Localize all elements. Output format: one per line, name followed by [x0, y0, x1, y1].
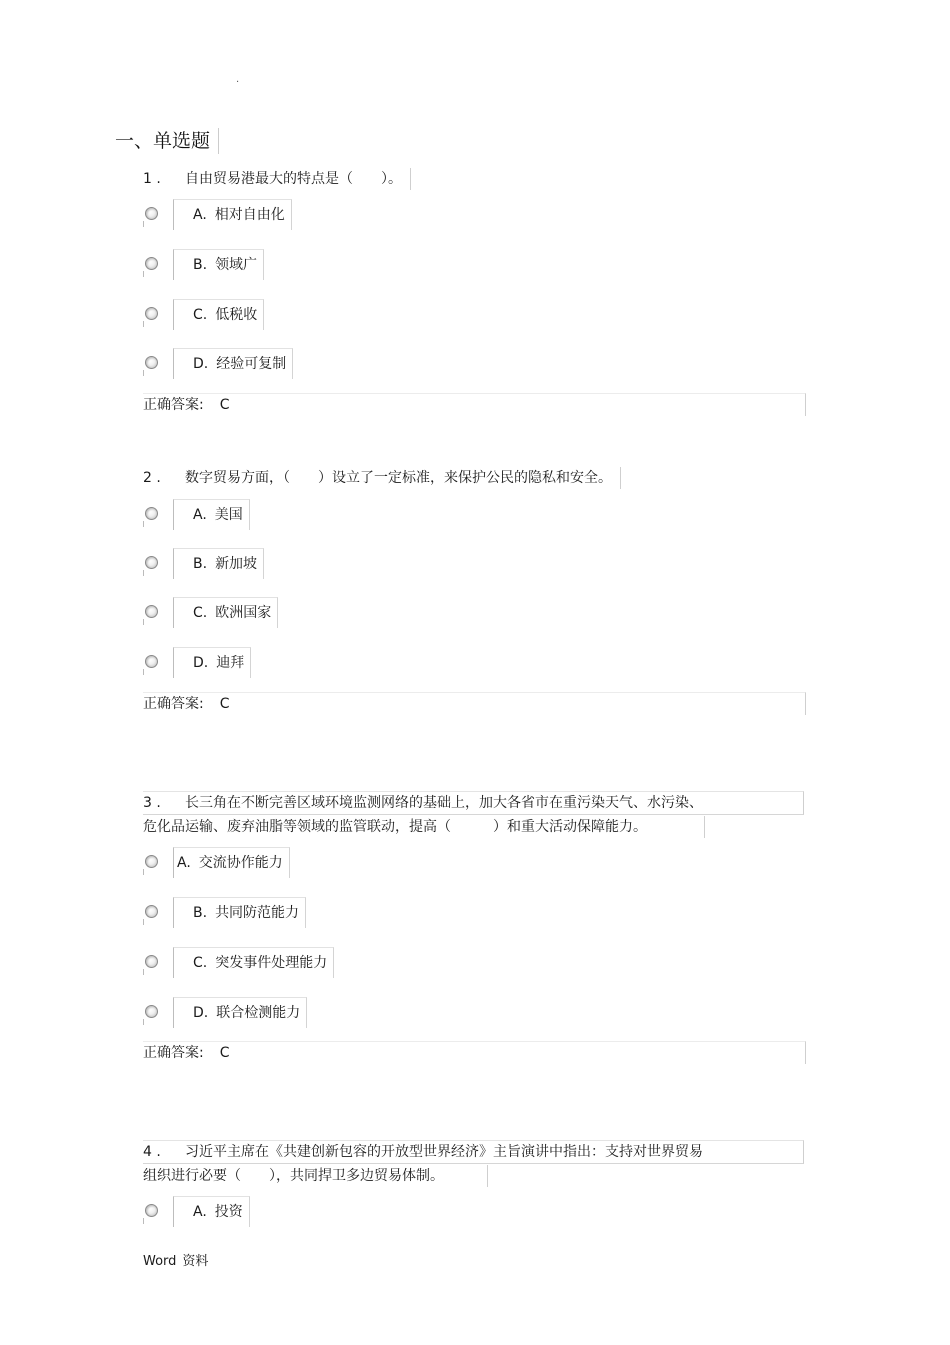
question-2-stem	[143, 467, 621, 489]
radio-button[interactable]	[145, 556, 158, 569]
option-label: C. 低税收	[173, 299, 264, 330]
radio-button[interactable]	[145, 257, 158, 270]
question-3-stem-line-1	[143, 791, 804, 815]
radio-button[interactable]	[145, 905, 158, 918]
radio-button[interactable]	[145, 1204, 158, 1217]
question-number: 3 .	[143, 795, 161, 811]
footer-label: 资料	[182, 1254, 209, 1269]
option-label: C. 欧洲国家	[173, 597, 278, 628]
question-1-answer	[143, 393, 806, 416]
question-2-answer	[143, 692, 806, 715]
radio-button[interactable]	[145, 207, 158, 220]
radio-button[interactable]	[145, 1005, 158, 1018]
option-label: C. 突发事件处理能力	[173, 947, 334, 978]
question-number: 1 .	[143, 171, 161, 187]
option-label: B. 新加坡	[173, 548, 264, 579]
answer-value: C	[219, 397, 230, 413]
question-3-answer	[143, 1041, 806, 1064]
option-label: B. 领域广	[173, 249, 264, 280]
answer-label: 正确答案:	[143, 696, 204, 712]
question-3-stem-line-2	[143, 816, 705, 838]
option-label: A. 投资	[173, 1196, 250, 1227]
question-4-stem-line-1	[143, 1140, 804, 1164]
section-title: 一、单选题	[115, 128, 219, 154]
question-text: 长三角在不断完善区域环境监测网络的基础上，加大各省市在重污染天气、水污染、	[185, 795, 703, 811]
question-number: 4 .	[143, 1144, 161, 1160]
question-number: 2 .	[143, 470, 161, 486]
option-label: D. 经验可复制	[173, 348, 293, 379]
option-label: D. 联合检测能力	[173, 997, 307, 1028]
radio-button[interactable]	[145, 507, 158, 520]
question-text: 习近平主席在《共建创新包容的开放型世界经济》主旨演讲中指出：支持对世界贸易	[185, 1144, 703, 1160]
option-label: A. 交流协作能力	[173, 847, 290, 878]
radio-button[interactable]	[145, 855, 158, 868]
answer-value: C	[219, 696, 230, 712]
option-label: B. 共同防范能力	[173, 897, 306, 928]
option-label: A. 美国	[173, 499, 250, 530]
radio-button[interactable]	[145, 955, 158, 968]
radio-button[interactable]	[145, 307, 158, 320]
answer-label: 正确答案:	[143, 1045, 204, 1061]
option-label: D. 迪拜	[173, 647, 251, 678]
question-4-stem-line-2	[143, 1165, 488, 1187]
question-text: 数字贸易方面，（ ）设立了一定标准，来保护公民的隐私和安全。	[185, 470, 612, 486]
radio-button[interactable]	[145, 356, 158, 369]
radio-button[interactable]	[145, 655, 158, 668]
question-text: 自由贸易港最大的特点是（ ）。	[185, 171, 402, 187]
question-1-stem	[143, 168, 411, 190]
question-text: 组织进行必要（ ），共同捍卫多边贸易体制。	[143, 1168, 444, 1184]
radio-button[interactable]	[145, 605, 158, 618]
option-label: A. 相对自由化	[173, 199, 292, 230]
question-text: 危化品运输、废弃油脂等领域的监管联动，提高（ ）和重大活动保障能力。	[143, 819, 647, 835]
answer-label: 正确答案:	[143, 397, 204, 413]
page-dot: .	[236, 74, 240, 85]
answer-value: C	[219, 1045, 230, 1061]
footer-word: Word	[143, 1254, 177, 1269]
page-footer	[143, 1250, 208, 1269]
